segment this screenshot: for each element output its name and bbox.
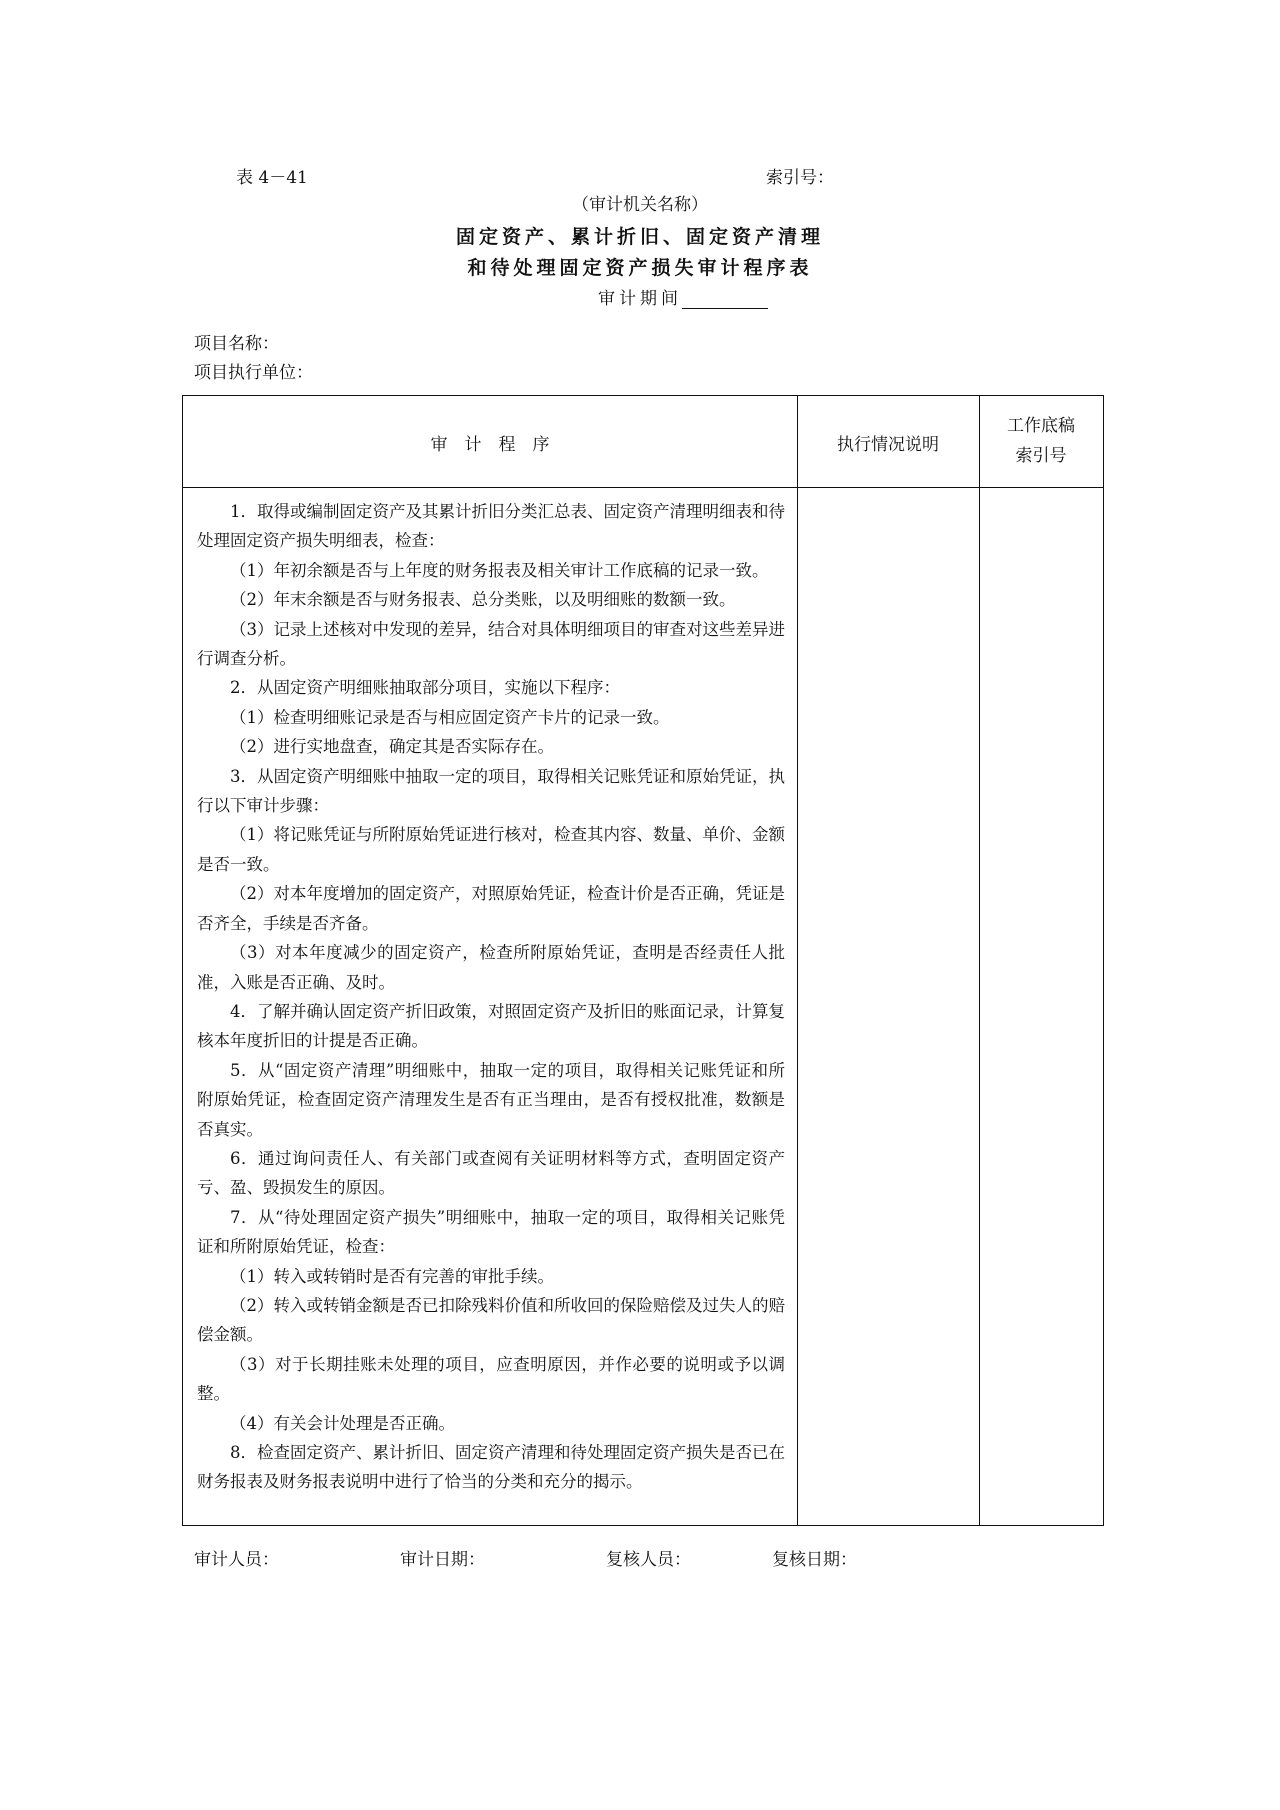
procedure-item: （2）转入或转销金额是否已扣除残料价值和所收回的保险赔偿及过失人的赔偿金额。	[197, 1295, 785, 1345]
procedure-item: （3）对于长期挂账未处理的项目，应查明原因，并作必要的说明或予以调整。	[197, 1354, 785, 1404]
audit-period-label: 审计期间	[598, 289, 682, 309]
project-unit-label: 项目执行单位：	[194, 363, 313, 383]
procedure-item: 2．从固定资产明细账抽取部分项目，实施以下程序：	[230, 678, 620, 698]
auditor-label: 审计人员：	[194, 1550, 279, 1570]
procedure-item: 4．了解并确认固定资产折旧政策，对照固定资产及折旧的账面记录，计算复核本年度折旧的计提是否正确。	[197, 1001, 785, 1051]
column-header-execution: 执行情况说明	[837, 435, 939, 455]
table-number: 表 4－41	[236, 168, 308, 188]
document-title-line-1: 固定资产、累计折旧、固定资产清理	[455, 226, 824, 248]
header-divider	[183, 487, 1103, 488]
workpaper-header-line-2: 索引号	[1015, 446, 1067, 466]
procedure-item: 5．从“固定资产清理”明细账中，抽取一定的项目，取得相关记账凭证和所附原始凭证，检查固定资产清理发生是否有正当理由，是否有授权批准，数额是否真实。	[197, 1060, 785, 1139]
column-divider-1	[797, 396, 798, 1525]
column-divider-2	[979, 396, 980, 1525]
procedure-item: 1．取得或编制固定资产及其累计折旧分类汇总表、固定资产清理明细表和待处理固定资产损失明细表，检查：	[197, 502, 785, 551]
review-date-label: 复核日期：	[772, 1550, 857, 1570]
procedure-item: （2）对本年度增加的固定资产，对照原始凭证，检查计价是否正确，凭证是否齐全，手续是否齐备。	[197, 884, 785, 933]
audit-period-blank[interactable]	[682, 290, 768, 309]
procedure-item: （2）年末余额是否与财务报表、总分类账，以及明细账的数额一致。	[230, 590, 736, 610]
procedure-item: （1）检查明细账记录是否与相应固定资产卡片的记录一致。	[230, 707, 670, 727]
procedure-item: （1）年初余额是否与上年度的财务报表及相关审计工作底稿的记录一致。	[230, 560, 769, 580]
procedure-list	[197, 497, 785, 1497]
procedure-item: （3）对本年度减少的固定资产，检查所附原始凭证，查明是否经责任人批准，入账是否正确、及时。	[197, 943, 785, 992]
audit-procedure-table	[182, 395, 1104, 1526]
procedure-item: （3）记录上述核对中发现的差异，结合对具体明细项目的审查对这些差异进行调查分析。	[197, 619, 785, 669]
procedure-item: 3．从固定资产明细账中抽取一定的项目，取得相关记账凭证和原始凭证，执行以下审计步骤：	[197, 766, 785, 816]
procedure-item: 6．通过询问责任人、有关部门或查阅有关证明材料等方式，查明固定资产亏、盈、毁损发生的原因。	[197, 1148, 785, 1198]
audit-period	[598, 284, 768, 309]
procedure-item: 7．从“待处理固定资产损失”明细账中，抽取一定的项目，取得相关记账凭证和所附原始凭证，检查：	[197, 1207, 785, 1257]
procedure-item: 8．检查固定资产、累计折旧、固定资产清理和待处理固定资产损失是否已在财务报表及财务报表说明中进行了恰当的分类和充分的揭示。	[197, 1443, 785, 1492]
procedure-item: （1）转入或转销时是否有完善的审批手续。	[230, 1266, 554, 1286]
column-header-procedure: 审 计 程 序	[430, 435, 550, 455]
document-title-line-2: 和待处理固定资产损失审计程序表	[467, 257, 813, 279]
audit-agency-name: （审计机关名称）	[572, 195, 708, 215]
procedure-item: （1）将记账凭证与所附原始凭证进行核对，检查其内容、数量、单价、金额是否一致。	[197, 825, 785, 874]
procedure-item: （2）进行实地盘查，确定其是否实际存在。	[230, 737, 554, 757]
reviewer-label: 复核人员：	[606, 1550, 691, 1570]
column-header-workpaper	[979, 411, 1103, 471]
project-name-label: 项目名称：	[194, 334, 279, 354]
procedure-item: （4）有关会计处理是否正确。	[230, 1413, 455, 1433]
audit-date-label: 审计日期：	[400, 1550, 485, 1570]
index-number-label: 索引号：	[766, 168, 834, 188]
workpaper-header-line-1: 工作底稿	[1007, 416, 1075, 436]
